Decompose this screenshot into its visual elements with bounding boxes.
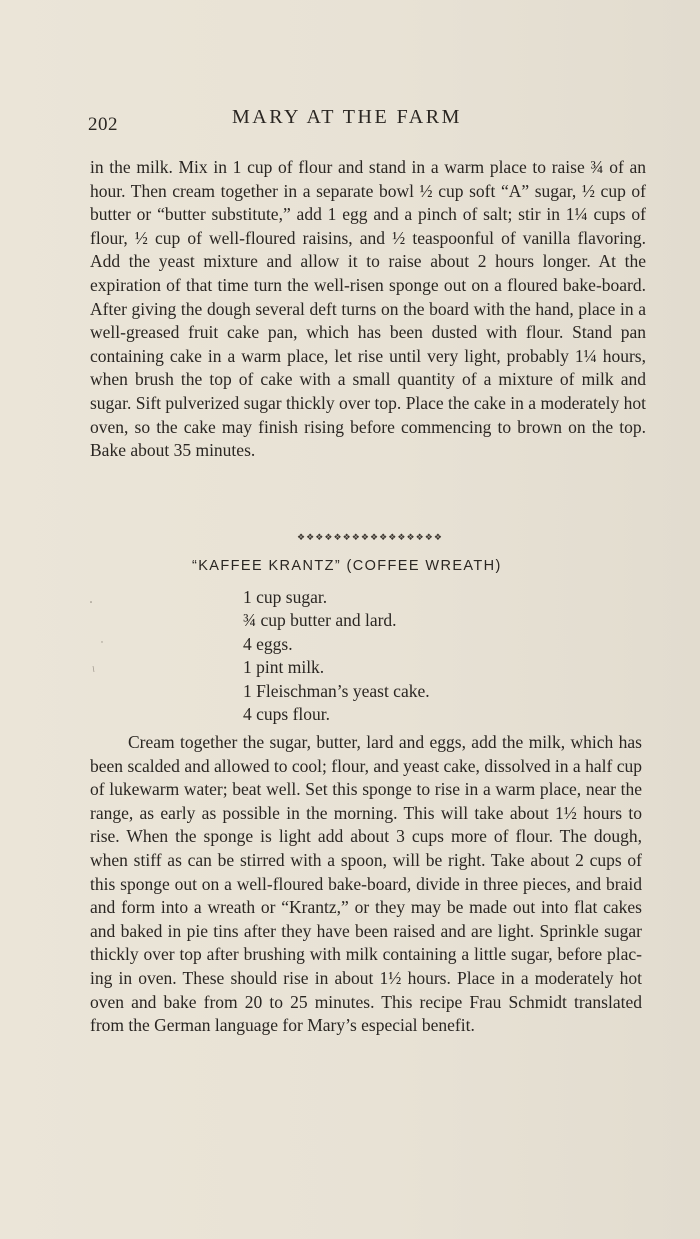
recipe-title: “KAFFEE KRANTZ” (COFFEE WREATH) — [192, 558, 502, 574]
ornament-glyph: ❖ — [397, 533, 406, 543]
ingredient-item: 4 eggs. — [243, 633, 293, 654]
ornament-glyph: ❖ — [388, 533, 397, 543]
continued-paragraph-block — [90, 156, 646, 463]
ingredient-item: 1 pint milk. — [243, 657, 325, 678]
ornament-glyph: ❖ — [379, 533, 388, 543]
continued-paragraph: in the milk. Mix in 1 cup of flour and stand in a warm place to raise ¾ of an hour. Then cream together in a separate bowl ½ cup soft “A” sugar, ½ cup of butter or “butter substitute,” add 1 egg and a pinch of salt; stir in 1¼ cups of flour, ½ cup of well-floured raisins, and ½ teaspoonful of vanilla flavoring. Add the yeast mixture and allow it to raise about 2 hours longer. At the expiration of that time turn the well-risen sponge out on a floured bake-board. After giving the dough several deft turns on the board with the hand, place in a well-greased fruit cake pan, which has been dusted with flour. Stand pan containing cake in a warm place, let rise until very light, probably 1¼ hours, when brush the top of cake with a small quantity of a mixture of milk and sugar. Sift pulverized sugar thickly over top. Place the cake in a moderately hot oven, so the cake may finish rising before commencing to brown on the top. Bake about 35 minutes. — [90, 157, 646, 461]
ingredient-list — [243, 586, 430, 726]
ingredient-item: ¾ cup butter and lard. — [243, 610, 397, 631]
ingredient-item: 1 cup sugar. — [243, 587, 328, 607]
ornament-glyph: ❖ — [297, 533, 306, 543]
ornament-glyph: ❖ — [324, 533, 333, 543]
ornament-glyph: ❖ — [351, 533, 360, 543]
page-header — [88, 104, 648, 134]
ornament-glyph: ❖ — [424, 533, 433, 543]
paper-speck-marks — [88, 600, 108, 680]
recipe-method: Cream together the sugar, butter, lard and eggs, add the milk, which has been scalded and allowed to cool; flour, and yeast cake, dissolved in a half cup of lukewarm water; beat well. Set this sponge to rise in a warm place, near the range, as early as possible in the morning. This will take about 1½ hours to rise. When the sponge is light add about 3 cups more of flour. The dough, when stiff as can be stirred with a spoon, will be right. Take about 2 cups of this sponge out on a well-floured bake-board, divide in three pieces, and braid and form into a wreath or “Krantz,” or they may be made out into flat cakes and baked in pie tins after they have been raised and are light. Sprinkle sugar thickly over top after brushing with milk containing a little sugar, before placing in oven. These should rise in about 1½ hours. Place in a moderately hot oven and bake from 20 to 25 minutes. This recipe Frau Schmidt translated from the German language for Mary’s especial benefit. — [90, 732, 642, 1036]
running-title: MARY AT THE FARM — [232, 106, 462, 128]
page-number: 202 — [88, 114, 118, 135]
ornament-glyph: ❖ — [415, 533, 424, 543]
ornament-glyph: ❖ — [315, 533, 324, 543]
ornament-glyph: ❖ — [342, 533, 351, 543]
recipe-method-block — [90, 731, 642, 1038]
ingredient-item: 4 cups flour. — [243, 704, 331, 725]
ornament-glyph: ❖ — [370, 533, 379, 543]
ornament-glyph: ❖ — [433, 533, 442, 543]
ornament-glyph: ❖ — [406, 533, 415, 543]
ornament-glyph: ❖ — [333, 533, 342, 543]
ornamental-divider — [297, 531, 441, 545]
ingredient-item: 1 Fleischman’s yeast cake. — [243, 680, 430, 701]
ornament-glyph: ❖ — [360, 533, 369, 543]
ornament-glyph: ❖ — [306, 533, 315, 543]
